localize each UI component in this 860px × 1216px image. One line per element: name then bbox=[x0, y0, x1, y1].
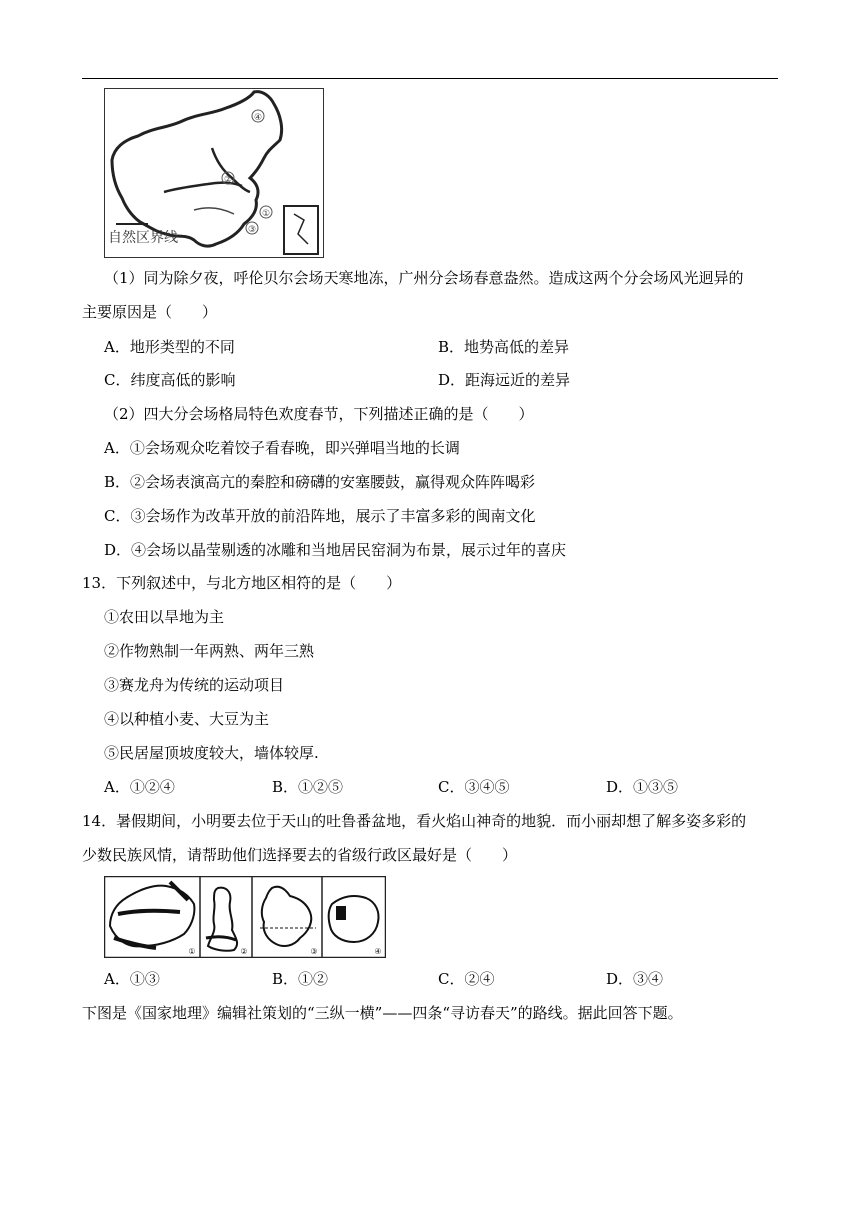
panel-label-1: ① bbox=[188, 947, 196, 956]
q12-2-stem: （2）四大分会场格局特色欢度春节，下列描述正确的是（ ） bbox=[104, 405, 534, 423]
map1-caption: 自然区界线 bbox=[108, 230, 178, 246]
q12-2-option-d[interactable]: D．④会场以晶莹剔透的冰雕和当地居民窑洞为布景，展示过年的喜庆 bbox=[104, 541, 567, 559]
panel-label-2: ② bbox=[240, 947, 248, 956]
q14-stem-line1: 14．暑假期间，小明要去位于天山的吐鲁番盆地，看火焰山神奇的地貌．而小丽却想了解多姿多彩的 bbox=[82, 812, 747, 830]
intro-text: 下图是《国家地理》编辑社策划的“三纵一横”——四条“寻访春天”的路线。据此回答下题。 bbox=[82, 1004, 683, 1022]
q13-item-4: ④以种植小麦、大豆为主 bbox=[104, 710, 270, 728]
q14-option-c[interactable]: C．②④ bbox=[438, 970, 495, 988]
q13-stem: 13．下列叙述中，与北方地区相符的是（ ） bbox=[82, 574, 402, 592]
q13-option-a[interactable]: A．①②④ bbox=[104, 778, 175, 796]
map1-label-2: ② bbox=[223, 175, 233, 185]
q12-2-option-a[interactable]: A．①会场观众吃着饺子看春晚，即兴弹唱当地的长调 bbox=[104, 439, 460, 457]
map1-label-1: ① bbox=[261, 209, 271, 219]
q13-option-b[interactable]: B．①②⑤ bbox=[272, 778, 344, 796]
q12-1-stem-line1: （1）同为除夕夜，呼伦贝尔会场天寒地冻，广州分会场春意盎然。造成这两个分会场风光迥异的 bbox=[104, 269, 744, 287]
panel-label-3: ③ bbox=[310, 947, 318, 956]
q14-option-d[interactable]: D．③④ bbox=[606, 970, 664, 988]
q12-2-option-c[interactable]: C．③会场作为改革开放的前沿阵地，展示了丰富多彩的闽南文化 bbox=[104, 507, 536, 525]
q13-option-d[interactable]: D．①③⑤ bbox=[606, 778, 679, 796]
q12-1-option-d[interactable]: D．距海远近的差异 bbox=[438, 371, 571, 389]
q12-1-option-a[interactable]: A．地形类型的不同 bbox=[104, 338, 235, 356]
q13-item-3: ③赛龙舟为传统的运动项目 bbox=[104, 676, 285, 694]
china-natural-regions-map bbox=[104, 88, 324, 258]
q13-item-5: ⑤民居屋顶坡度较大，墙体较厚. bbox=[104, 744, 319, 762]
q14-option-b[interactable]: B．①② bbox=[272, 970, 329, 988]
map1-label-3: ③ bbox=[247, 225, 257, 235]
q12-1-option-b[interactable]: B．地势高低的差异 bbox=[438, 338, 570, 356]
q12-2-option-b[interactable]: B．②会场表演高亢的秦腔和磅礴的安塞腰鼓，赢得观众阵阵喝彩 bbox=[104, 473, 536, 491]
header-rule bbox=[82, 78, 778, 79]
q13-item-1: ①农田以旱地为主 bbox=[104, 608, 225, 626]
q14-stem-line2: 少数民族风情，请帮助他们选择要去的省级行政区最好是（ ） bbox=[82, 846, 518, 864]
q12-1-stem-line2: 主要原因是（ ） bbox=[82, 303, 218, 321]
q12-1-option-c[interactable]: C．纬度高低的影响 bbox=[104, 371, 236, 389]
panel-label-4: ④ bbox=[374, 947, 382, 956]
q13-option-c[interactable]: C．③④⑤ bbox=[438, 778, 510, 796]
province-outlines-figure bbox=[104, 876, 386, 958]
q13-item-2: ②作物熟制一年两熟、两年三熟 bbox=[104, 642, 315, 660]
q14-option-a[interactable]: A．①③ bbox=[104, 970, 160, 988]
map1-label-4: ④ bbox=[253, 113, 263, 123]
